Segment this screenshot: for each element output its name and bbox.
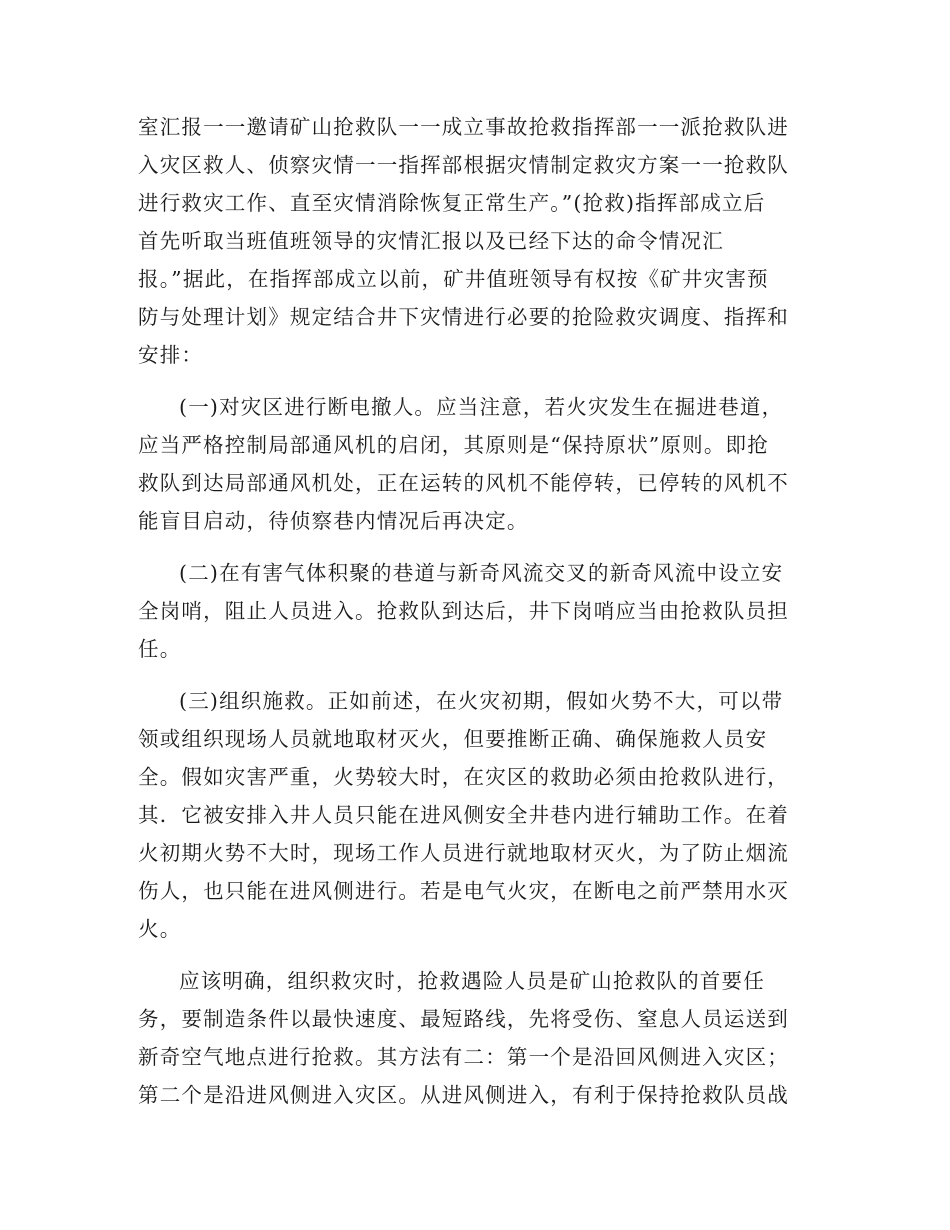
text-line: 领或组织现场人员就地取材灭火，但要推断正确、确保施救人员安 — [138, 727, 768, 751]
paragraph-1 — [138, 108, 806, 374]
text-line: 能盲目启动，待侦察巷内情况后再决定。 — [138, 509, 529, 533]
text-line: 应该明确，组织救灾时，抢救遇险人员是矿山抢救队的首要任 — [179, 969, 765, 993]
text-line: 救队到达局部通风机处，正在运转的风机不能停转，已停转的风机不 — [138, 471, 789, 495]
document-body — [138, 108, 806, 1128]
text-line: 火初期火势不大时，现场工作人员进行就地取材灭火，为了防止烟流 — [138, 841, 789, 865]
text-line: 进行救灾工作、直至灾情消除恢复正常生产。”(抢救)指挥部成立后 — [138, 191, 766, 215]
text-line: 报。”据此，在指挥部成立以前，矿井值班领导有权按《矿井灾害预 — [138, 267, 769, 291]
paragraph-2 — [138, 388, 806, 540]
text-line: 安排： — [138, 343, 204, 367]
text-line: (三)组织施救。正如前述，在火灾初期，假如火势不大，可以带 — [179, 689, 784, 713]
text-line: 任。 — [138, 637, 182, 661]
text-line: 室汇报一一邀请矿山抢救队一一成立事故抢救指挥部一一派抢救队进 — [138, 115, 789, 139]
text-line: 新奇空气地点进行抢救。其方法有二：第一个是沿回风侧进入灾区； — [138, 1045, 789, 1069]
text-line: 全。假如灾害严重，火势较大时，在灾区的救助必须由抢救队进行， — [138, 765, 789, 789]
text-line: (一)对灾区进行断电撤人。应当注意，若火灾发生在掘进巷道， — [179, 395, 784, 419]
text-line: 第二个是沿进风侧进入灾区。从进风侧进入，有利于保持抢救队员战 — [138, 1083, 789, 1107]
text-line: 务，要制造条件以最快速度、最短路线，先将受伤、窒息人员运送到 — [138, 1007, 789, 1031]
text-line: 伤人，也只能在进风侧进行。若是电气火灾，在断电之前严禁用水灭 — [138, 879, 789, 903]
text-line: 全岗哨，阻止人员进入。抢救队到达后，井下岗哨应当由抢救队员担 — [138, 599, 789, 623]
text-line: 防与处理计划》规定结合井下灾情进行必要的抢险救灾调度、指挥和 — [138, 305, 789, 329]
text-line: 其．它被安排入井人员只能在进风侧安全井巷内进行辅助工作。在着 — [138, 803, 789, 827]
text-line: 火。 — [138, 917, 182, 941]
text-line: 首先听取当班值班领导的灾情汇报以及已经下达的命令情况汇 — [138, 229, 724, 253]
text-line: 入灾区救人、侦察灾情一一指挥部根据灾情制定救灾方案一一抢救队 — [138, 153, 789, 177]
text-line: (二)在有害气体积聚的巷道与新奇风流交叉的新奇风流中设立安 — [179, 561, 784, 585]
text-line: 应当严格控制局部通风机的启闭，其原则是“保持原状”原则。即抢 — [138, 433, 769, 457]
paragraph-3 — [138, 554, 806, 668]
paragraph-5 — [138, 962, 806, 1114]
paragraph-4 — [138, 682, 806, 948]
